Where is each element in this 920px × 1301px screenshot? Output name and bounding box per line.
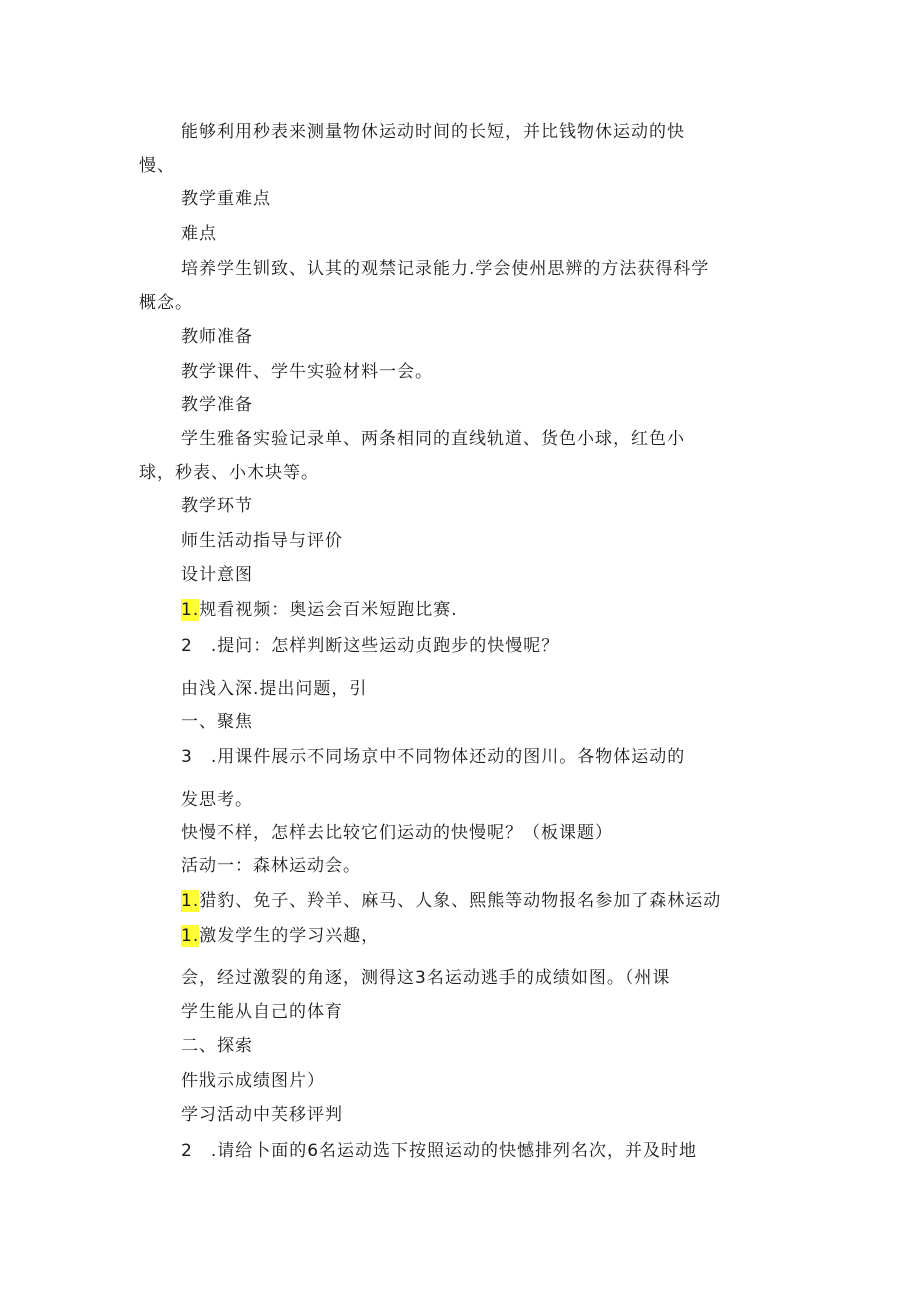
objective-continuation (139, 155, 175, 177)
item-number: 1. (181, 926, 200, 946)
paragraph-text: 由浅入深.提出问题，引 (181, 679, 368, 699)
paragraph-text: 教学课件、学牛实验材料一会。 (181, 362, 433, 382)
numbered-item (181, 635, 559, 657)
paragraph-text: 件戕示成绩图片） (181, 1071, 325, 1091)
heading-text: 活动一：森林运动会。 (181, 856, 361, 876)
item-text: .提问：怎样判断这些运动贞跑步的快慢呢？ (210, 636, 560, 656)
objective-continuation-text: 慢、 (139, 156, 175, 176)
item-text: 规看视频：奥运会百米短跑比赛. (199, 600, 458, 620)
heading-text: 一、聚焦 (181, 712, 253, 732)
item-number: 2 (181, 636, 193, 656)
paragraph-text: 会，经过激裂的角逐，测得这3名运动逃手的成绩如图。（州课 (181, 968, 671, 988)
student-preparation-continuation (139, 462, 319, 484)
item-number: 1. (181, 600, 200, 620)
item-number: 1. (181, 891, 200, 911)
item-text: .请给卜面的6名运动选下按照运动的快憾排列名次，并及时地 (210, 1141, 698, 1161)
item-text: .用课件展示不同场京中不同物体还动的图川。各物体运动的 (210, 747, 686, 767)
student-preparation-line (181, 428, 685, 450)
heading-text: 教学环节 (181, 496, 253, 516)
teacher-preparation-line (181, 361, 433, 383)
paragraph-text: 学生能从自己的体育 (181, 1002, 343, 1022)
numbered-item (181, 746, 685, 768)
heading-text: 师生活动指导与评价 (181, 531, 343, 551)
item-text: 激发学生的学习兴趣， (199, 926, 380, 946)
paragraph-text: 学生雅备实验记录单、两条相同的直线轨道、货色小球，红色小 (181, 429, 685, 449)
heading-teacher-preparation (181, 326, 253, 348)
heading-design-intent (181, 564, 253, 586)
paragraph-text: 发思考。 (181, 790, 253, 810)
design-intent-line (181, 1104, 343, 1126)
item-number: 2 (181, 1141, 193, 1161)
numbered-item (181, 1140, 697, 1162)
numbered-item (181, 599, 458, 621)
design-intent-line (181, 678, 367, 700)
question-line (181, 822, 613, 844)
activity-one-title (181, 855, 361, 877)
paragraph-text: 培养学生钏致、认其的观禁记录能力.学会使州思辨的方法获得科学 (181, 259, 710, 279)
design-intent-continuation (181, 789, 253, 811)
numbered-item (181, 890, 721, 912)
heading-focus (181, 711, 253, 733)
heading-text: 二、探索 (181, 1036, 253, 1056)
heading-activity-guidance (181, 530, 343, 552)
activity-one-continuation (181, 967, 670, 989)
design-intent-line (181, 1001, 343, 1023)
heading-teaching-preparation (181, 394, 253, 416)
heading-explore (181, 1035, 253, 1057)
paragraph-text: 球，秒表、小木块等。 (139, 463, 319, 483)
objective-text: 能够利用秒表来测量物休运动时间的长短，并比钱物休运动的快 (181, 122, 685, 142)
paragraph-text: 快慢不样，怎样去比较它们运动的快慢呢？（板课题） (181, 823, 613, 843)
heading-key-difficult-points (181, 188, 271, 210)
difficult-point-line (181, 258, 709, 280)
heading-text: 教学准备 (181, 395, 253, 415)
heading-teaching-steps (181, 495, 253, 517)
heading-text: 教师准备 (181, 327, 253, 347)
heading-text: 设计意图 (181, 565, 253, 585)
paragraph-text: 概念。 (139, 293, 193, 313)
activity-one-continuation (181, 1070, 325, 1092)
heading-text: 难点 (181, 224, 217, 244)
paragraph-text: 学习活动中芙移评判 (181, 1105, 343, 1125)
objective-line (181, 121, 685, 143)
item-text: 猎豹、免子、羚羊、麻马、人象、熙熊等动物报名参加了森林运动 (199, 891, 722, 911)
difficult-point-continuation (139, 292, 193, 314)
heading-text: 教学重难点 (181, 189, 271, 209)
numbered-item (181, 925, 379, 947)
heading-difficult-point (181, 223, 217, 245)
item-number: 3 (181, 747, 193, 767)
